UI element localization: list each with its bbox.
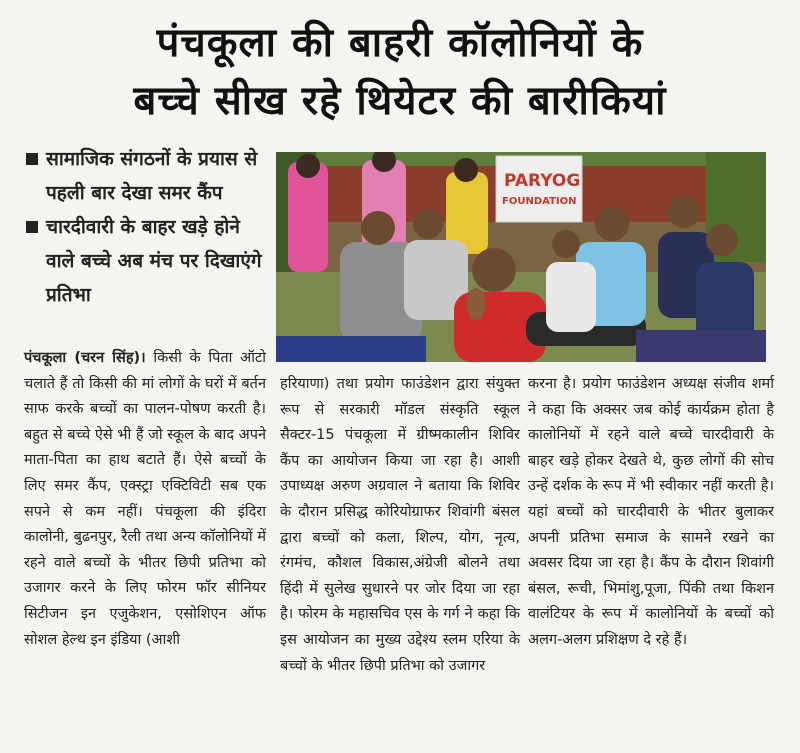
highlights: [24, 142, 264, 312]
article-column-2-text: हरियाणा) तथा प्रयोग फाउंडेशन द्वारा संयुक्त रूप से सरकारी मॉडल संस्कृति स्कूल सैक्टर-15 पंचकूला में ग्रीष्मकालीन शिविर कैंप का आयोजन किया जा रहा है। आशी उपाध्यक्ष अरुण अग्रवाल ने बताया कि शिविर के दौरान प्रसिद्ध कोरियोग्राफर शिवांगी बंसल द्वारा बच्चों को कला, शिल्प, योग, नृत्य, रंगमंच, कौशल विकास,अंग्रेजी बोलने तथा हिंदी में सुलेख सुधारने पर जोर दिया जा रहा है। फोरम के महासचिव एस के गर्ग ने कहा कि इस आयोजन का मुख्य उद्देश्य स्लम एरिया के बच्चों के भीतर छिपी प्रतिभा को उजागर: [280, 376, 520, 674]
dateline: पंचकूला (चरन सिंह)।: [24, 350, 146, 366]
highlight-2: [24, 210, 264, 312]
highlight-1: [24, 142, 264, 210]
highlight-1-text: सामाजिक संगठनों के प्रयास से पहली बार देखा समर कैंप: [46, 148, 258, 204]
article-column-3-paragraph-1: करना है। प्रयोग फाउंडेशन अध्यक्ष संजीव शर्मा ने कहा कि अक्सर जब कोई कार्यक्रम होता है कालोनियों में रहने वाले बच्चे चारदीवारी के बाहर खड़े होकर देखते थे, कुछ लोगों की सोच उन्हें दर्शक के रूप में भी स्वीकार नहीं करती है।: [528, 376, 774, 495]
headline-line-2: बच्चे सीख रहे थियेटर की बारीकियां: [133, 78, 667, 124]
news-photo: [276, 152, 766, 362]
article-column-3: [528, 372, 774, 654]
article-column-1: [24, 346, 266, 653]
article-column-3-paragraph-2: यहां बच्चों को चारदीवारी के भीतर बुलाकर अपनी प्रतिभा समाज के सामने रखने का अवसर दिया जा रहा है। कैंप के दौरान शिवांगी बंसल, रूची, भिमांशु,पूजा, पिंकी तथा किशन वालंटियर के रूप में कालोनियों के बच्चों को अलग-अलग प्रशिक्षण दे रहे हैं।: [528, 503, 774, 648]
banner-text-1: PARYOG: [504, 171, 581, 191]
headline-line-1: पंचकूला की बाहरी कॉलोनियों के: [156, 20, 644, 66]
banner-text-2: FOUNDATION: [502, 196, 577, 207]
children-workshop-photo: [276, 152, 766, 362]
article-column-2: [280, 372, 520, 679]
bullet-square-icon: [26, 221, 38, 233]
article-column-1-text: किसी के पिता ऑटो चलाते हैं तो किसी की मां लोगों के घरों में बर्तन साफ करके बच्चों का पालन-पोषण करती है। बहुत से बच्चे ऐसे भी हैं जो स्कूल के बाद अपने माता-पिता का हाथ बटाते हैं। ऐसे बच्चों के लिए समर कैंप, एक्स्ट्रा एक्टिविटी सब एक सपने से कम नहीं। पंचकूला की इंदिरा कालोनी, बुढनपुर, रैली तथा अन्य कॉलोनियों में रहने वाले बच्चों के भीतर छिपी प्रतिभा को उजागर करने के लिए फोरम फॉर सीनियर सिटीजन इन एजुकेशन, एसोशिएन ऑफ सोशल हेल्थ इन इंडिया (आशी: [24, 350, 266, 648]
bullet-square-icon: [26, 153, 38, 165]
highlight-2-text: चारदीवारी के बाहर खड़े होने वाले बच्चे अब मंच पर दिखाएंगे प्रतिभा: [46, 216, 262, 306]
